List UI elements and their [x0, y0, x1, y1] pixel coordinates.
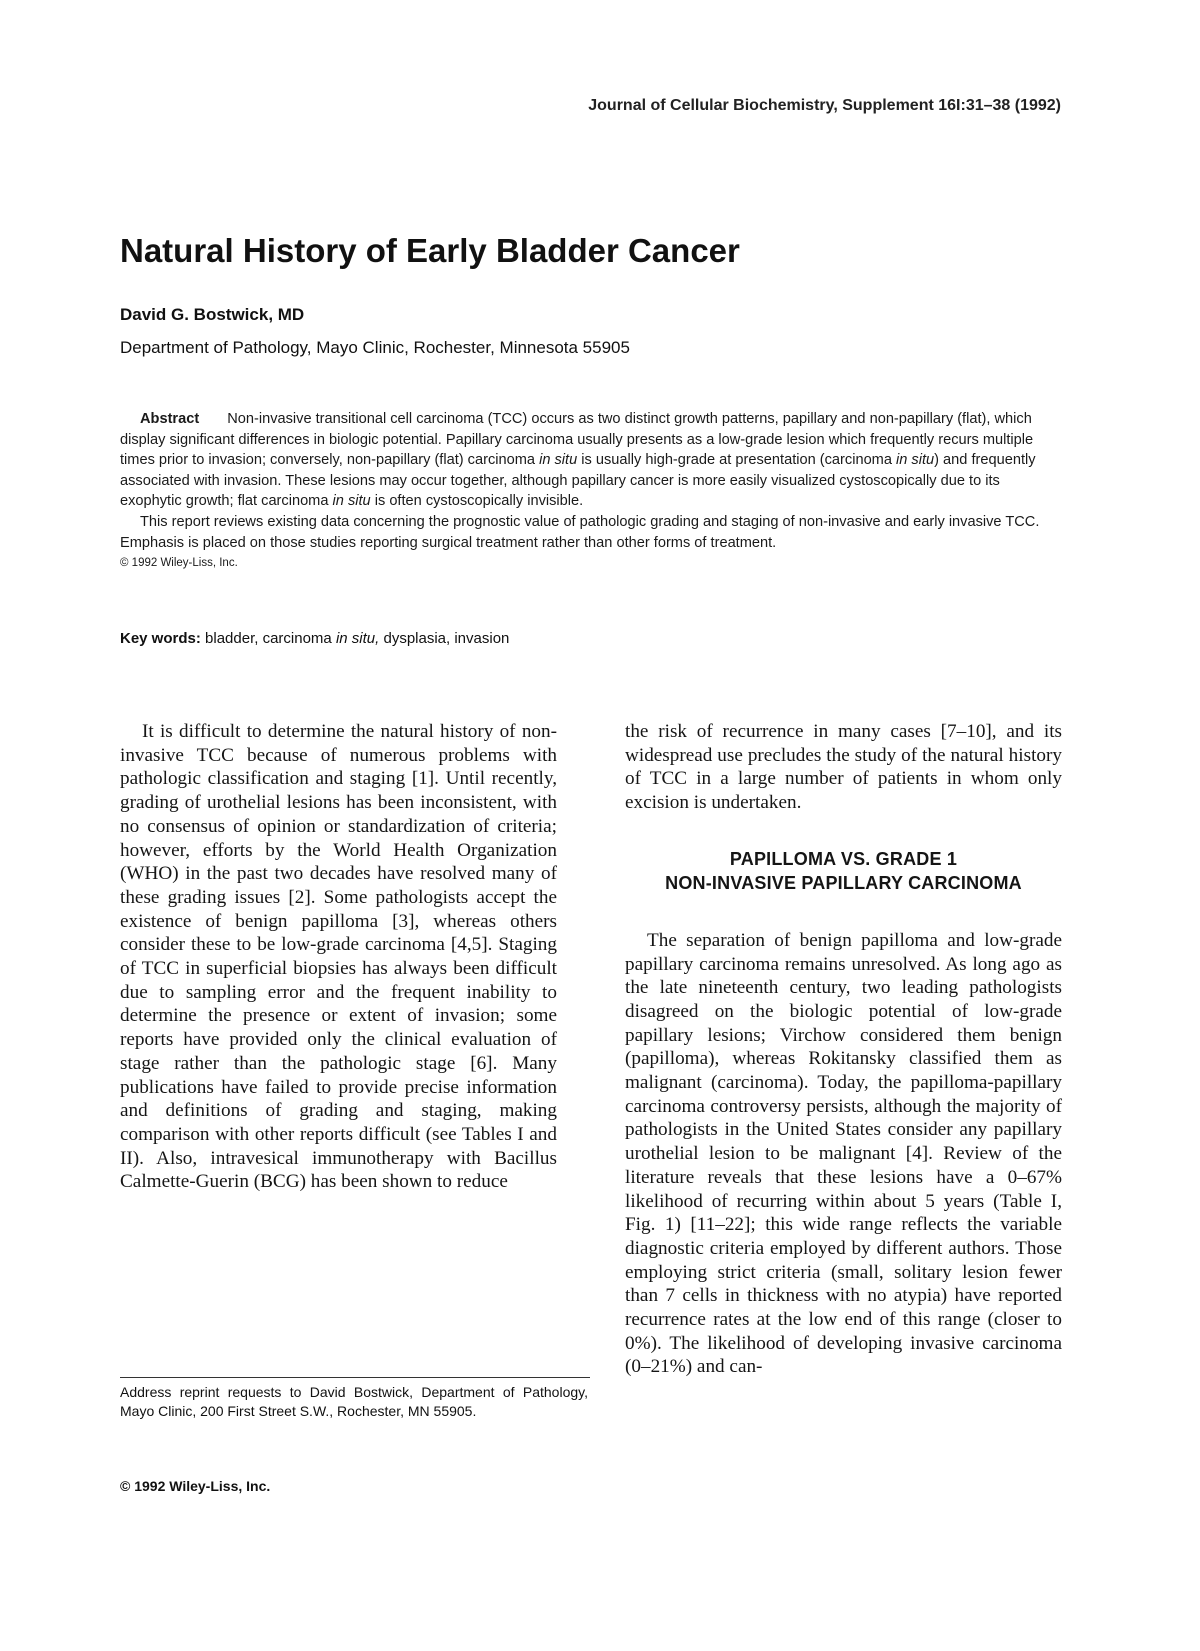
- abstract-italic-term: in situ: [539, 452, 578, 469]
- page-copyright: © 1992 Wiley-Liss, Inc.: [120, 1478, 271, 1494]
- abstract-text: Non-invasive transitional cell carcinoma (TCC) occurs as two distinct growth patterns, papillary and non-papillary (flat), which display significant differences in biologic potential. Papillary carcinoma usually presents as a low-grade lesion which frequently recurs multiple times prior to invasion; conversely, non-papillary (flat) carcinoma: [120, 411, 1034, 469]
- keywords-text: bladder, carcinoma: [205, 630, 332, 647]
- abstract-italic-term: in situ: [896, 452, 935, 469]
- body-column-left: [120, 720, 557, 1194]
- author-name: David G. Bostwick, MD: [120, 305, 305, 324]
- section-heading: [625, 847, 1062, 895]
- reprint-footnote: Address reprint requests to David Bostwick, Department of Pathology, Mayo Clinic, 200 First Street S.W., Rochester, MN 55905.: [120, 1384, 588, 1419]
- body-paragraph: The separation of benign papilloma and low-grade papillary carcinoma remains unresolved. As long ago as the late nineteenth century, two leading pathologists disagreed on the biologic potential of low-grade papillary lesions; Virchow considered them benign (papilloma), whereas Rokitansky classified them as malignant (carcinoma). Today, the papilloma-papillary carcinoma controversy persists, although the majority of pathologists in the United States consider any papillary urothelial lesion to be malignant [4]. Review of the literature reveals that these lesions have a 0–67% likelihood of recurring within about 5 years (Table I, Fig. 1) [11–22]; this wide range reflects the variable diagnostic criteria employed by different authors. Those employing strict criteria (small, solitary lesion fewer than 7 cells in thickness with no atypia) have reported recurrence rates at the low end of this range (closer to 0%). The likelihood of developing invasive carcinoma (0–21%) and can-: [625, 929, 1062, 1378]
- footnote-divider: [120, 1377, 590, 1378]
- abstract-copyright: © 1992 Wiley-Liss, Inc.: [120, 557, 238, 570]
- article-title: Natural History of Early Bladder Cancer: [120, 232, 740, 269]
- keywords-label: Key words:: [120, 630, 201, 647]
- keywords-italic-term: in situ,: [335, 630, 380, 647]
- abstract-text: is usually high-grade at presentation (carcinoma: [581, 452, 892, 469]
- section-heading-line: NON-INVASIVE PAPILLARY CARCINOMA: [665, 872, 1022, 893]
- abstract-text: This report reviews existing data concerning the prognostic value of pathologic grading and staging of non-invasive and early invasive TCC. Emphasis is placed on those studies reporting surgical treatment rather than other forms of treatment.: [120, 513, 1040, 551]
- keywords-text: dysplasia, invasion: [383, 630, 510, 647]
- body-paragraph: It is difficult to determine the natural history of non-invasive TCC because of numerous problems with pathologic classification and staging [1]. Until recently, grading of urothelial lesions has been inconsistent, with no consensus of opinion or standardization of criteria; however, efforts by the World Health Organization (WHO) in the past two decades have resolved many of these grading issues [2]. Some pathologists accept the existence of benign papilloma [3], whereas others consider these to be low-grade carcinoma [4,5]. Staging of TCC in superficial biopsies has always been difficult due to sampling error and the frequent inability to determine the presence or extent of invasion; some reports have provided only the clinical evaluation of stage rather than the pathologic stage [6]. Many publications have failed to provide precise information and definitions of grading and staging, making comparison with other reports difficult (see Tables I and II). Also, intravesical immunotherapy with Bacillus Calmette-Guerin (BCG) has been shown to reduce: [120, 721, 557, 1193]
- journal-citation-header: Journal of Cellular Biochemistry, Supplement 16I:31–38 (1992): [588, 97, 1061, 114]
- abstract-text: ) and frequently associated with invasion. These lesions may occur together, although papillary cancer is more easily visualized cystoscopically due to its exophytic growth; flat carcinoma: [120, 452, 1036, 510]
- abstract-italic-term: in situ: [332, 493, 371, 510]
- body-paragraph: the risk of recurrence in many cases [7–10], and its widespread use precludes the study of the natural history of TCC in a large number of patients in whom only excision is undertaken.: [625, 721, 1062, 814]
- section-heading-line: PAPILLOMA VS. GRADE 1: [729, 848, 958, 869]
- author-affiliation: Department of Pathology, Mayo Clinic, Rochester, Minnesota 55905: [120, 338, 630, 357]
- abstract-paragraph-2: [120, 512, 1065, 553]
- abstract-paragraph-1: [120, 409, 1065, 512]
- abstract-label: Abstract: [140, 411, 200, 427]
- abstract-block: [120, 409, 1065, 573]
- body-column-right: [625, 720, 1062, 1379]
- abstract-text: is often cystoscopically invisible.: [374, 493, 584, 510]
- keywords-line: [120, 630, 509, 647]
